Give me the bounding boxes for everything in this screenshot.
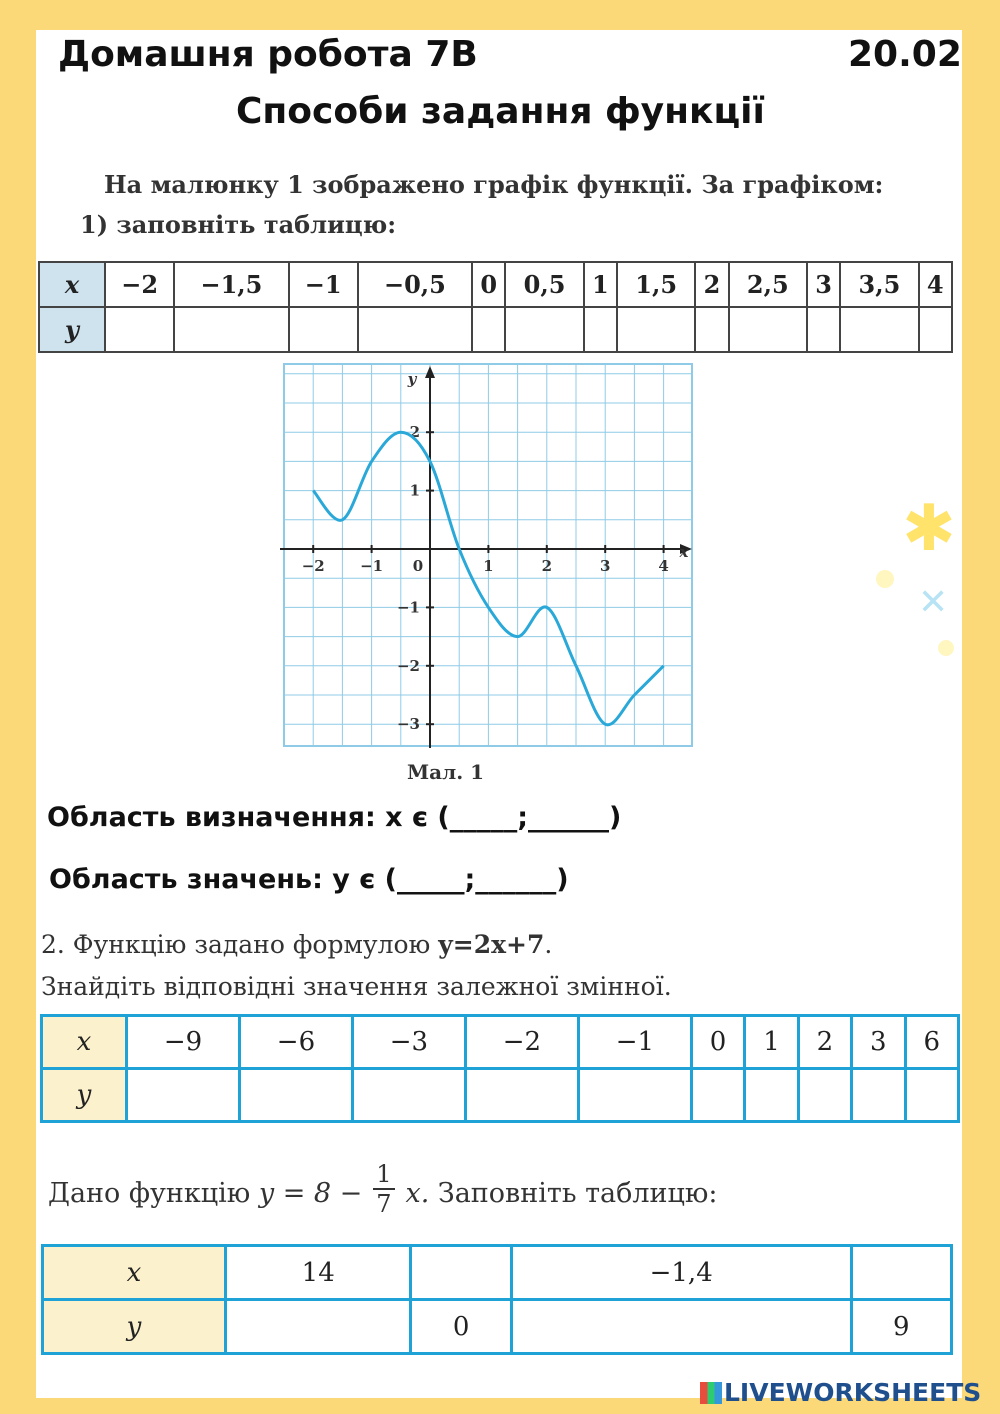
table-row-x — [42, 1016, 959, 1069]
y-answer-cell[interactable] — [798, 1069, 851, 1122]
x-value-cell: 3 — [807, 262, 840, 307]
x-value-cell: −6 — [239, 1016, 352, 1069]
y-answer-cell[interactable] — [358, 307, 472, 352]
x-answer-cell[interactable] — [851, 1246, 951, 1300]
y-header-cell: y — [43, 1300, 226, 1354]
y-axis-arrow-icon — [425, 366, 435, 378]
figure-caption: Мал. 1 — [407, 760, 485, 784]
x-tick-label: 1 — [483, 557, 494, 575]
task1-subtask: 1) заповніть таблицю: — [80, 210, 397, 239]
task3-instruction: Заповніть таблицю: — [437, 1178, 718, 1209]
dot-decoration-icon — [876, 570, 894, 588]
y-answer-cell[interactable] — [840, 307, 918, 352]
x-value-cell: −1,5 — [174, 262, 288, 307]
function-graph — [280, 362, 696, 748]
y-value-cell: 9 — [851, 1300, 951, 1354]
task3-table — [41, 1244, 953, 1355]
x-value-cell: −3 — [352, 1016, 465, 1069]
x-value-cell: 0 — [472, 262, 505, 307]
x-value-cell: 2 — [695, 262, 728, 307]
task2-table — [40, 1014, 960, 1123]
y-answer-cell[interactable] — [617, 307, 695, 352]
y-answer-cell[interactable] — [289, 307, 358, 352]
formula-rhs: x. — [405, 1178, 430, 1209]
y-answer-cell[interactable] — [807, 307, 840, 352]
x-axis-label: x — [679, 543, 689, 561]
y-tick-label: −2 — [396, 656, 420, 675]
task3-statement — [48, 1160, 718, 1230]
x-value-cell: 0,5 — [505, 262, 583, 307]
x-value-cell: −2 — [105, 262, 174, 307]
date-label: 20.02 — [848, 34, 962, 75]
x-value-cell: 2 — [798, 1016, 851, 1069]
y-answer-cell[interactable] — [472, 307, 505, 352]
fraction-numerator: 1 — [373, 1160, 395, 1190]
x-header-cell: x — [39, 262, 105, 307]
task2-instruction: Знайдіть відповідні значення залежної змінної. — [41, 972, 672, 1001]
y-answer-cell[interactable] — [584, 307, 617, 352]
x-value-cell: −1 — [289, 262, 358, 307]
y-answer-cell[interactable] — [745, 1069, 798, 1122]
fraction-denominator: 7 — [376, 1190, 392, 1218]
formula-lhs: y = 8 − — [258, 1178, 363, 1209]
x-value-cell: −0,5 — [358, 262, 472, 307]
x-value-cell: 4 — [919, 262, 953, 307]
x-value-cell: 14 — [226, 1246, 411, 1300]
y-value-cell: 0 — [411, 1300, 511, 1354]
y-header-cell: y — [42, 1069, 127, 1122]
y-tick-label: 1 — [409, 481, 420, 500]
y-answer-cell[interactable] — [465, 1069, 578, 1122]
y-answer-cell[interactable] — [695, 307, 728, 352]
task1-instruction: На малюнку 1 зображено графік функції. За графіком: — [104, 170, 884, 199]
task3-formula — [259, 1178, 362, 1209]
y-answer-cell[interactable] — [352, 1069, 465, 1122]
x-value-cell: 0 — [691, 1016, 744, 1069]
liveworksheets-logo — [700, 1378, 981, 1407]
x-value-cell: 1 — [745, 1016, 798, 1069]
table-row-x — [43, 1246, 952, 1300]
y-answer-cell[interactable] — [105, 307, 174, 352]
y-tick-label: −1 — [396, 598, 420, 617]
y-answer-cell[interactable] — [226, 1300, 411, 1354]
page-subtitle: Способи задання функції — [236, 91, 765, 132]
x-value-cell: 1 — [584, 262, 617, 307]
domain-answer-line: Область визначення: x є (_____;______) — [47, 802, 622, 833]
table-row-y — [39, 307, 952, 352]
brand-icon — [700, 1382, 722, 1404]
x-tick-label: 2 — [541, 557, 553, 575]
task2-text: 2. Функцію задано формулою — [41, 930, 439, 959]
y-answer-cell[interactable] — [852, 1069, 905, 1122]
x-tick-label: 4 — [658, 557, 669, 575]
asterisk-decoration-icon: ✱ — [902, 492, 956, 566]
x-value-cell: 3,5 — [840, 262, 918, 307]
x-tick-label: −1 — [360, 557, 384, 575]
range-answer-line: Область значень: y є (_____;______) — [49, 864, 569, 895]
page-title: Домашня робота 7В — [58, 34, 478, 75]
asterisk-decoration-icon: ✕ — [918, 582, 949, 623]
table-row-y — [43, 1300, 952, 1354]
y-answer-cell[interactable] — [505, 307, 583, 352]
y-answer-cell[interactable] — [511, 1300, 851, 1354]
brand-name: LIVEWORKSHEETS — [724, 1378, 982, 1407]
x-header-cell: x — [42, 1016, 127, 1069]
formula-fraction — [373, 1160, 395, 1218]
task2-statement — [41, 930, 552, 959]
y-answer-cell[interactable] — [919, 307, 953, 352]
x-tick-label: 3 — [599, 557, 611, 575]
x-value-cell: 1,5 — [617, 262, 695, 307]
y-answer-cell[interactable] — [578, 1069, 691, 1122]
y-tick-label: 2 — [409, 423, 420, 442]
task1-table — [38, 261, 953, 353]
x-value-cell: 3 — [852, 1016, 905, 1069]
x-value-cell: −9 — [127, 1016, 240, 1069]
y-answer-cell[interactable] — [239, 1069, 352, 1122]
task2-formula: y=2x+7 — [438, 930, 545, 959]
y-answer-cell[interactable] — [127, 1069, 240, 1122]
task2-period: . — [544, 930, 553, 959]
x-value-cell: −1,4 — [511, 1246, 851, 1300]
y-answer-cell[interactable] — [174, 307, 288, 352]
y-answer-cell[interactable] — [905, 1069, 958, 1122]
x-value-cell: 6 — [905, 1016, 958, 1069]
table-row-y — [42, 1069, 959, 1122]
x-value-cell: 2,5 — [729, 262, 807, 307]
x-answer-cell[interactable] — [411, 1246, 511, 1300]
x-tick-label: −2 — [301, 557, 325, 575]
y-answer-cell[interactable] — [729, 307, 807, 352]
x-header-cell: x — [43, 1246, 226, 1300]
x-value-cell: −2 — [465, 1016, 578, 1069]
y-header-cell: y — [39, 307, 105, 352]
x-value-cell: −1 — [578, 1016, 691, 1069]
y-answer-cell[interactable] — [691, 1069, 744, 1122]
table-row-x — [39, 262, 952, 307]
dot-decoration-icon — [938, 640, 954, 656]
y-axis-label: y — [407, 370, 417, 388]
x-tick-label: 0 — [412, 557, 424, 575]
y-tick-label: −3 — [396, 715, 420, 734]
task3-text: Дано функцію — [48, 1178, 259, 1209]
